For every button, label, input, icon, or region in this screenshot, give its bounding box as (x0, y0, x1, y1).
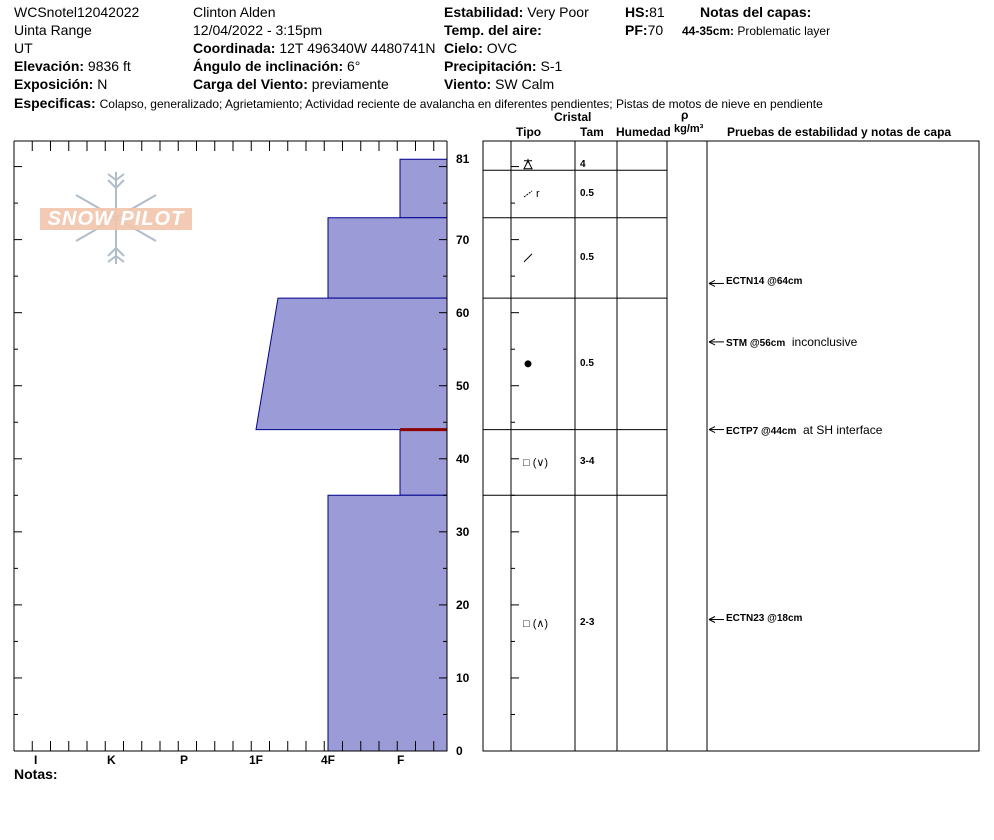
type-header: Tipo (516, 125, 542, 139)
coord-label: Coordinada: (193, 40, 276, 56)
state: UT (14, 40, 33, 56)
height-tick-label: 40 (456, 451, 470, 466)
datetime: 12/04/2022 - 3:15pm (193, 22, 323, 38)
wind-value: SW Calm (495, 76, 555, 92)
tests-header: Pruebas de estabilidad y notas de capa (727, 125, 952, 139)
hardness-tick-label: 1F (249, 753, 264, 767)
precip-label: Precipitación: (444, 58, 537, 74)
slope-label: Ángulo de inclinación: (193, 58, 344, 74)
layer-size: 3-4 (580, 456, 595, 468)
stability-test-arrows (709, 280, 724, 622)
elevation-label: Elevación: (14, 58, 85, 74)
height-tick-label: 81 (456, 152, 470, 167)
sky-value: OVC (486, 40, 518, 56)
profile-layer-1 (328, 218, 447, 298)
test-note: inconclusive (785, 334, 858, 349)
layer-note-text: Problematic layer (737, 24, 831, 38)
aspect-label: Exposición: (14, 76, 94, 92)
elevation-value: 9836 ft (87, 58, 131, 74)
layer-note-range: 44-35cm: (682, 24, 735, 38)
height-tick-label: 0 (456, 744, 463, 758)
specifics-value: Colapso, generalizado; Agrietamiento; Actividad reciente de avalancha en diferentes pendientes; Pistas de motos de nieve en pendiente (99, 97, 823, 111)
hardness-tick-label: K (107, 753, 116, 767)
layer-size: 0.5 (580, 251, 594, 263)
test-label: STM @56cm (726, 337, 786, 349)
hardness-tick-label: I (34, 753, 38, 767)
layer-notes-label: Notas del capas: (700, 4, 812, 20)
hardness-tick-label: 4F (321, 753, 336, 767)
wind-load-value: previamente (311, 76, 389, 92)
height-tick-label: 50 (456, 378, 470, 393)
profile-layer-4 (328, 495, 447, 751)
layer-type-text: □ (∧) (523, 618, 549, 631)
pf-label: PF: (625, 22, 648, 38)
layer-size: 2-3 (580, 617, 595, 629)
crystal-glyphs (524, 159, 532, 368)
stability-test (726, 335, 857, 349)
test-note: at SH interface (796, 422, 883, 437)
pf-value: 70 (647, 22, 664, 38)
test-label: ECTN14 @64cm (726, 276, 803, 288)
precip-value: S-1 (540, 58, 563, 74)
height-tick-label: 70 (456, 232, 470, 247)
hardness-profile (256, 159, 447, 751)
range-name: Uinta Range (14, 22, 92, 38)
profile-layer-2 (256, 298, 447, 429)
stability-test (726, 423, 882, 437)
notes-label: Notas: (14, 766, 58, 782)
hardness-tick-label: F (397, 753, 405, 767)
layer-table (483, 141, 979, 751)
hardness-tick-label: P (180, 753, 189, 767)
hs-value: 81 (649, 4, 665, 20)
stability-test (726, 613, 802, 624)
air-temp-label: Temp. del aire: (444, 22, 542, 38)
site-id: WCSnotel12042022 (14, 4, 140, 20)
snowpilot-logo (36, 168, 196, 268)
aspect-value: N (97, 76, 108, 92)
table-border (483, 141, 979, 751)
size-header: Tam (580, 125, 604, 139)
slope-value: 6° (347, 58, 361, 74)
stability-value: Very Poor (527, 4, 589, 20)
height-tick-label: 10 (456, 670, 470, 685)
logo-text: SNOW PILOT (47, 208, 185, 230)
layer-size: 0.5 (580, 187, 594, 199)
layer-size: 4 (580, 158, 586, 170)
decomposing-icon (524, 254, 532, 262)
observer: Clinton Alden (193, 4, 276, 20)
density-unit-header: kg/m³ (674, 123, 704, 135)
stability-label: Estabilidad: (444, 4, 524, 20)
layer-size: 0.5 (580, 357, 594, 369)
height-tick-label: 30 (456, 524, 470, 539)
layer-type-text: □ (∨) (523, 457, 549, 470)
test-label: ECTN23 @18cm (726, 612, 803, 624)
hs-label: HS: (625, 4, 650, 20)
crystal-header: Cristal (554, 110, 592, 124)
coord-value: 12T 496340W 4480741N (279, 40, 436, 56)
moisture-header: Humedad (616, 125, 671, 139)
height-tick-label: 60 (456, 305, 470, 320)
profile-layer-0 (400, 159, 447, 217)
height-tick-label: 20 (456, 597, 470, 612)
specifics-label: Especificas: (14, 95, 96, 111)
surface-hoar-icon (524, 159, 532, 169)
rho-header: ρ (681, 108, 689, 122)
rounded-grain-icon (525, 360, 532, 367)
sky-label: Cielo: (444, 40, 483, 56)
test-label: ECTP7 @44cm (726, 425, 797, 437)
decomposing-icon (524, 191, 532, 197)
layer-type-text: r (536, 187, 540, 200)
profile-layer-3 (400, 430, 447, 496)
wind-label: Viento: (444, 76, 492, 92)
wind-load-label: Carga del Viento: (193, 76, 308, 92)
stability-test (726, 276, 802, 287)
